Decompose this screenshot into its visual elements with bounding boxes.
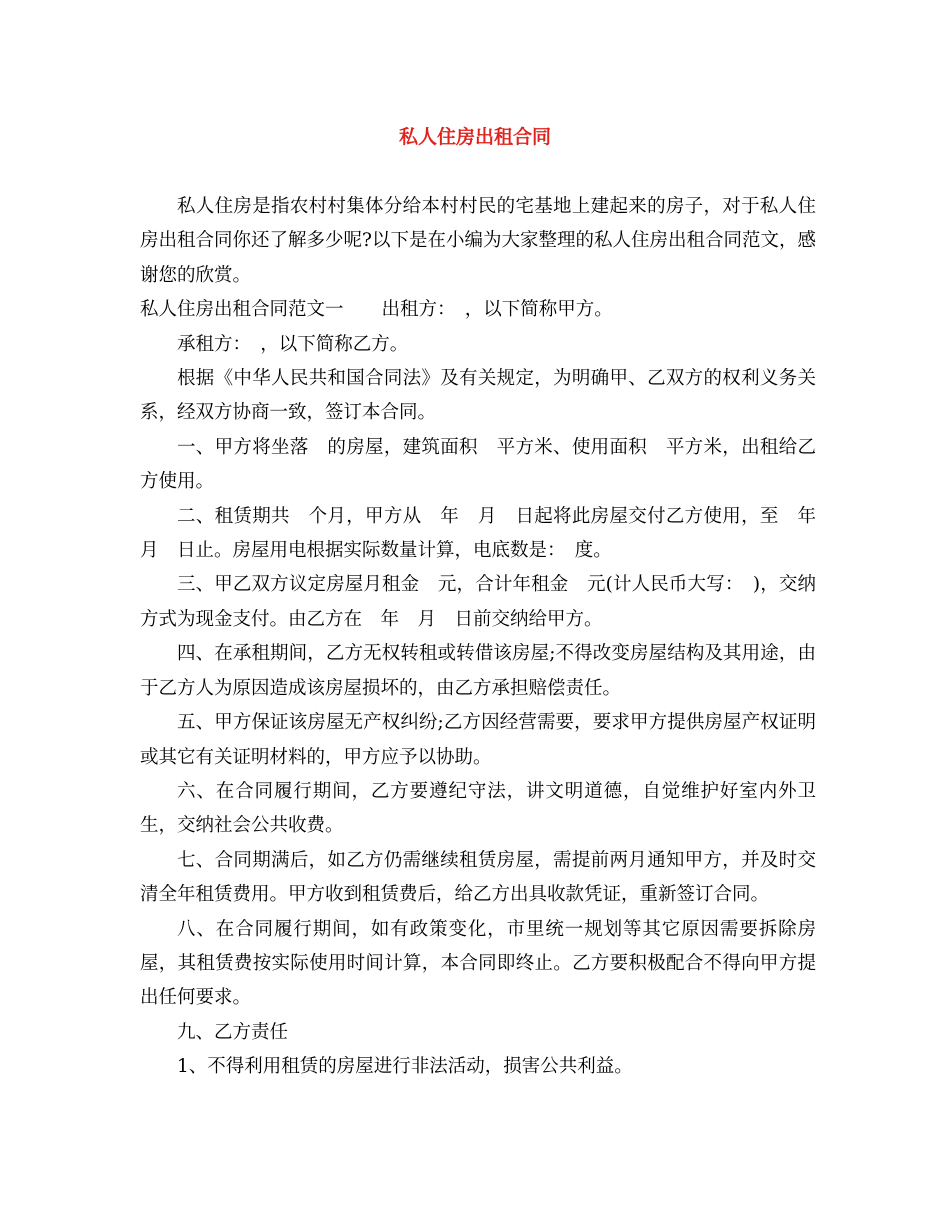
sample-heading-line — [140, 293, 816, 327]
intro-paragraph: 私人住房是指农村村集体分给本村村民的宅基地上建起来的房子，对于私人住房出租合同你还了解多少呢?以下是在小编为大家整理的私人住房出租合同范文，感谢您的欣赏。 — [140, 196, 816, 286]
clause-paragraph: 六、在合同履行期间，乙方要遵纪守法，讲文明道德，自觉维护好室内外卫生，交纳社会公共收费。 — [140, 780, 816, 837]
clause-paragraph: 二、租赁期共 个月，甲方从 年 月 日起将此房屋交付乙方使用，至 年 月 日止。房屋用电根据实际数量计算，电底数是： 度。 — [140, 505, 835, 562]
document-title: 私人住房出租合同 — [398, 126, 551, 148]
clause-paragraph: 七、合同期满后，如乙方仍需继续租赁房屋，需提前两月通知甲方，并及时交清全年租赁费用。甲方收到租赁费后，给乙方出具收款凭证，重新签订合同。 — [140, 849, 816, 906]
clause-paragraph: 1、不得利用租赁的房屋进行非法活动，损害公共利益。 — [177, 1056, 633, 1078]
clause-paragraph: 三、甲乙双方议定房屋月租金 元，合计年租金 元(计人民币大写： )，交纳方式为现金支付。由乙方在 年 月 日前交纳给甲方。 — [140, 574, 816, 630]
clause-paragraph: 八、在合同履行期间，如有政策变化，市里统一规划等其它原因需要拆除房屋，其租赁费按实际使用时间计算，本合同即终止。乙方要积极配合不得向甲方提出任何要求。 — [140, 918, 816, 1009]
clause-paragraph: 四、在承租期间，乙方无权转租或转借该房屋;不得改变房屋结构及其用途，由于乙方人为原因造成该房屋损坏的，由乙方承担赔偿责任。 — [140, 643, 816, 699]
lessor-line: 出租方： ，以下简称甲方。 — [381, 299, 613, 321]
document-body — [140, 190, 835, 1085]
clause-paragraph: 五、甲方保证该房屋无产权纠纷;乙方因经营需要，要求甲方提供房屋产权证明或其它有关证明材料的，甲方应予以协助。 — [140, 712, 816, 768]
lessee-line: 承租方： ，以下简称乙方。 — [177, 333, 409, 355]
clause-paragraph: 一、甲方将坐落 的房屋，建筑面积 平方米、使用面积 平方米，出租给乙方使用。 — [140, 436, 816, 493]
sample-heading: 私人住房出租合同范文一 — [140, 299, 344, 321]
clause-paragraph: 九、乙方责任 — [177, 1021, 289, 1043]
clause-paragraph: 根据《中华人民共和国合同法》及有关规定，为明确甲、乙双方的权利义务关系，经双方协商一致，签订本合同。 — [140, 368, 816, 424]
